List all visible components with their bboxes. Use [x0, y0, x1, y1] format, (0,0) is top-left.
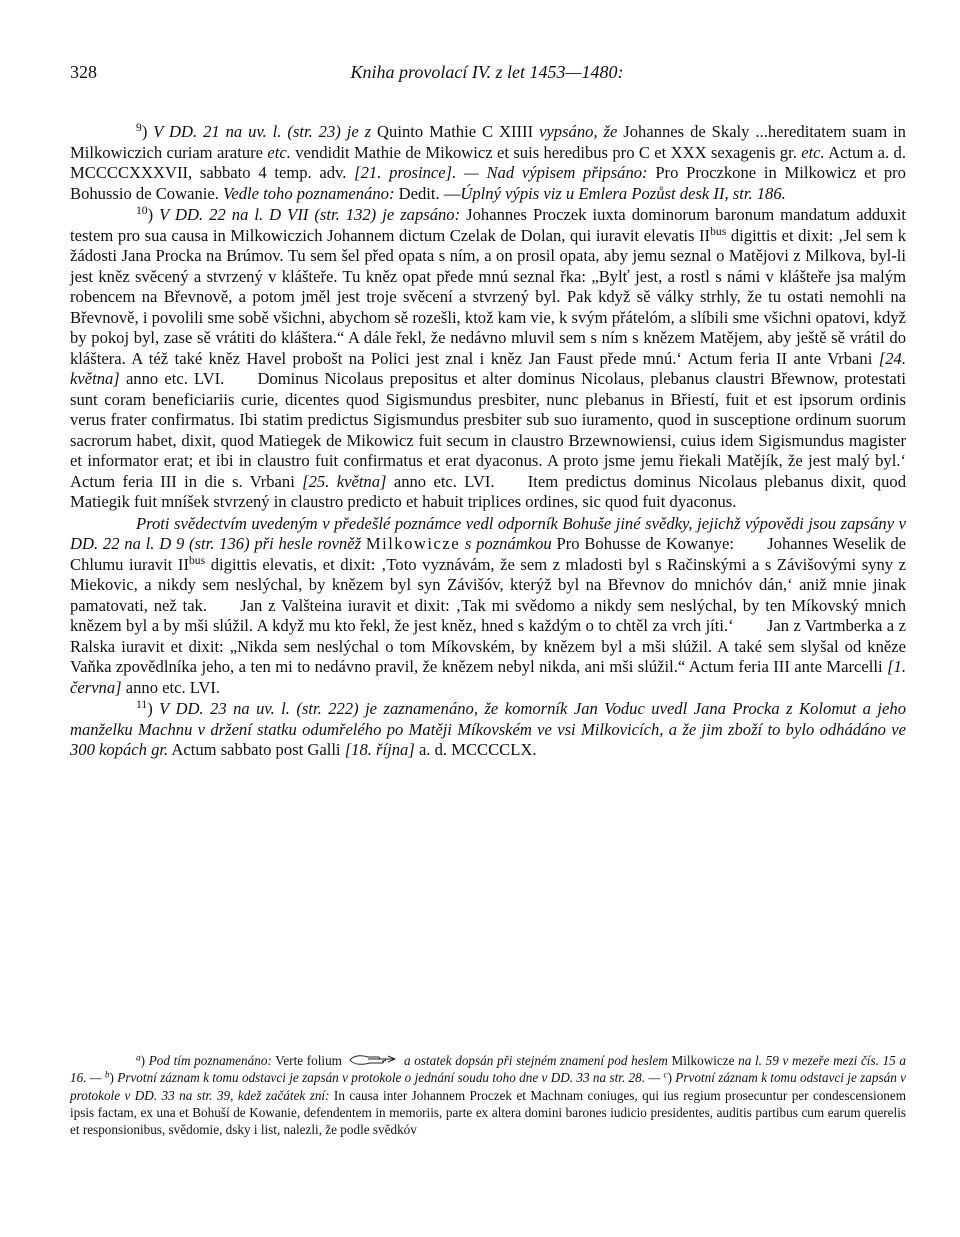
main-text: [70, 122, 906, 761]
running-title: Kniha provolací IV. z let 1453—1480:: [350, 62, 624, 82]
italic-text: V DD. 21 na uv. l. (str. 23) je z: [153, 122, 372, 141]
footnote-mark: a: [136, 1052, 141, 1063]
pointing-hand-icon: [348, 1054, 398, 1066]
note-number: 10: [136, 204, 148, 218]
note-number: 11: [136, 698, 148, 712]
footnotes: [70, 1052, 906, 1138]
note-number: 9: [136, 121, 142, 135]
footnote-mark: c: [663, 1069, 668, 1080]
note-9: $^9$) V DD. 21 na uv. l. (str. 23) je z Quinto Mathie C XIIII vypsáno, že Johannes de Skaly ...hereditatem suam in Milkowiczich curiam arature etc. vendidit Mathie de Mikowicz et suis heredibus pro C et XXX sexagenis gr. etc. Actum a. d. MCCCCXXXVII, sabbato 4 temp. adv. [21. prosince]. — Nad výpisem připsáno: Pro Proczkone in Milkowicz et pro Bohussio de Cowanie. Vedle toho poznamenáno: Dedit. —Úplný výpis viz u Emlera Pozůst desk II, str. 186.: [70, 121, 906, 203]
footnote-a-b-c: $^a$) Pod tím poznamenáno: Verte folium a ostatek dopsán při stejném znamení pod heslem Milkowicze na l. 59 v mezeře mezi čís. 15 a 16. — $^b$) Prvotní záznam k tomu odstavci je zapsán v protokole o jednání soudu toho dne v DD. 33 na str. 28. — $^c$) Prvotní záznam k tomu odstavci je zapsán v protokole v DD. 33 na str. 39, kdež začátek zní: In causa inter Johannem Proczek et Machnam coniuges, qui ius regium prosecuntur per condescensionem ipsis factam, ex una et Bohuší de Kowanie, defendentem in memoriis, parte ex altera domini barones iudicio presidentes, auditis partibus cum earum querelis et responsionibus, svědomie, dsky i list, nalezli, že podle svědkóv: [70, 1052, 907, 1138]
page-number: 328: [70, 62, 97, 82]
italic-text: V DD. 22 na l. D VII (str. 132) je zapsáno:: [159, 205, 461, 224]
footnote-mark: b: [104, 1069, 110, 1080]
paragraph-counter-witnesses: Proti svědectvím uvedeným v předešlé poznámce vedl odporník Bohuše jiné svědky, jejichž výpovědi jsou zapsány v DD. 22 na l. D 9 (str. 136) při hesle rovněž Milkowicze s poznámkou Pro Bohusse de Kowanye: Johannes Weselik de Chlumu iuravit $II^{bus}$ digittis elevatis, et dixit: ‚Toto vyznávám, že sem z mladosti byl s Račinskými a s Závišovými syny z Miekovic, a nikdy sem neslýchal, by knězem byl syn Závišóv, kterýž byl na Břevnov do mnichóv dán,‘ aniž mnie jinak pamatovati, než tak. Jan z Valšteina iuravit et dixit: ‚Tak mi svědomo a nikdy sem neslýchal, by ten Míkovský mnich knězem byl a by mši slúžil. A když mu kto řekl, že jest kněz, hned s každým o to chtěl za vrch jíti.‘ Jan z Vartmberka a z Ralska iuravit et dixit: „Nikda sem neslýchal o tom Míkovském, by knězem byl a mši slúžil. A také sem slyšal od kněze Vaňka zpovědlníka jeho, a ten mi to nedávno pravil, že knězem nebyl nikda, ani mši slúžil.“ Actum feria III ante Marcelli [1. června] anno etc. LVI.: [70, 513, 907, 697]
note-10: $^{10}$) V DD. 22 na l. D VII (str. 132) je zapsáno: Johannes Proczek iuxta dominorum baronum mandatum adduxit testem pro sua causa in Milkowiczich Johannem dictum Czelak de Dolan, qui iuravit elevatis $II^{bus}$ digittis et dixit: ‚Jel sem k žádosti Jana Procka na Brúmov. Tu sem šel před opata s ním, a on prosil opata, aby jemu seznal o Matějovi z Milkova, byl-li jest kněz svěcený a stvrzený v klášteře. Tu kněz opat přede mnú seznal řka: „Bylť jest, a rostl s námi v klášteře jsa malým robencem na Břevnově, a potom jměl jest troje svěcení a stvrzený byl. Pak když sě války strhly, že tu ostati nemohli na Břevnově, i povolili sme sobě všichni, abychom sě rozešli, ktož kam vie, k svým přátelóm, a slíbili sme všichni opatovi, když by pokoj byl, zase sě vrátiti do kláštera.“ A dále řekl, že nedávno mluvil sem s ním s knězem Matějem, aby ještě sě vrátil do kláštera. A též také kněz Havel probošt na Polici jest znal i kněz Jan Faust přede mnú.‘ Actum feria II ante Vrbani [24. května] anno etc. LVI. Dominus Nicolaus prepositus et alter dominus Nicolaus, plebanus claustri Břewnow, protestati sunt coram beneficiariis curie, dicentes quod Sigismundus presbiter, nunc plebanus in Břiestí, fuit et est ipsorum ordinis verus frater confirmatus. Ibi statim predictus Sigismundus presbiter sub suo iuramento, quod in susceptione ordinum suorum sacrorum habet, dixit, quod Matiegek de Mikowicz fuit secum in claustro Brzewnowiensi, cuius idem Sigismundus magister et informator erat; et ibi in claustro fuit confirmatus et erat dyaconus. A proto jsme jemu řiekali Matějík, že jest malý byl.‘ Actum feria III in die s. Vrbani [25. května] anno etc. LVI. Item predictus dominus Nicolaus plebanus dixit, quod Matiegik fuit mníšek stvrzený in claustro predicto et habuit triplices ordines, sic quod fuit dyaconus.: [70, 204, 907, 511]
page-header: [70, 62, 904, 88]
note-11: $^{11}$) V DD. 23 na uv. l. (str. 222) je zaznamenáno, že komorník Jan Voduc uvedl Jana Procka z Kolomut a jeho manželku Machnu v držení statku odumřelého po Matěji Míkovském ve vsi Milkovicích, a že jim zboží to bylo odhádáno ve 300 kopách gr. Actum sabbato post Galli [18. října] a. d. MCCCCLX.: [70, 698, 906, 759]
